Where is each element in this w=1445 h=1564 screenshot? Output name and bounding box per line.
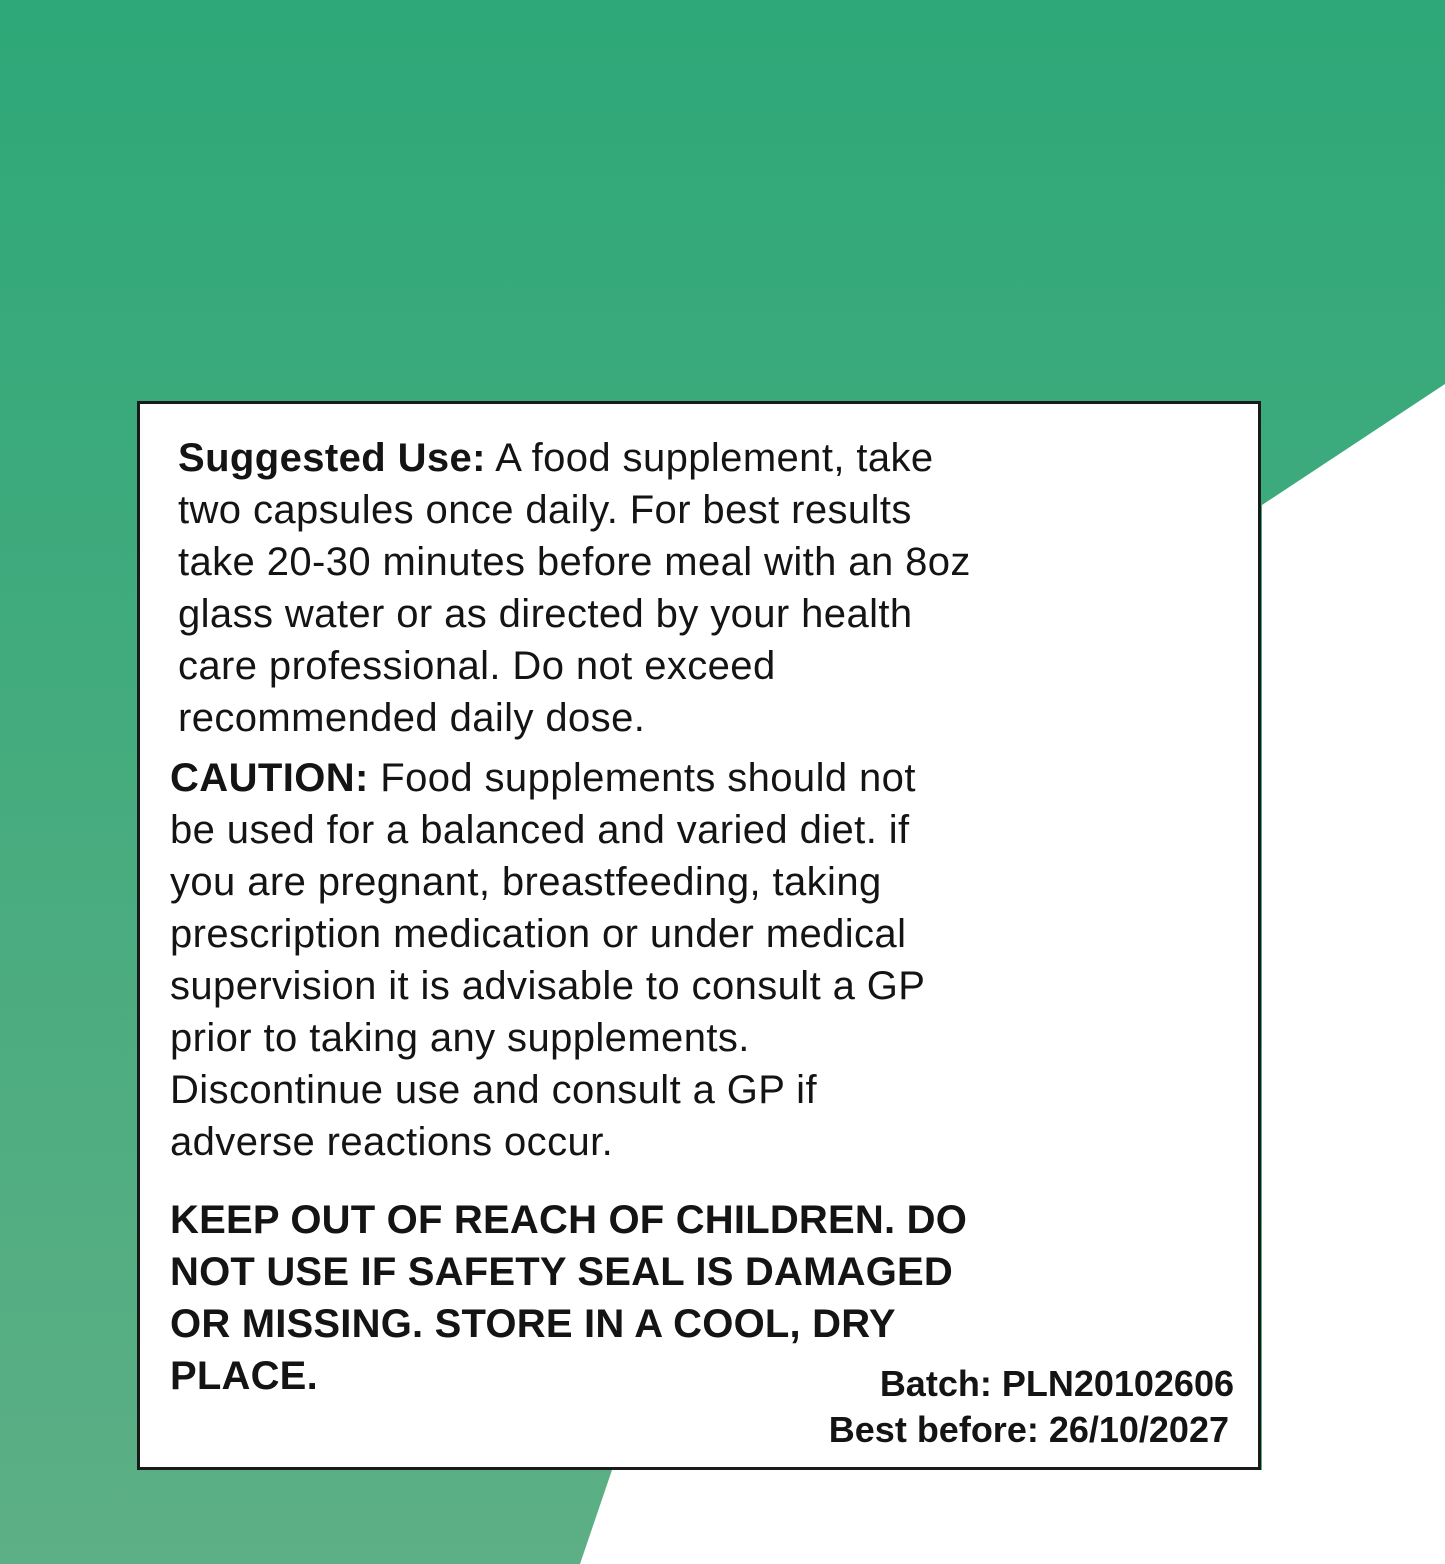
- caution-line-5: supervision it is advisable to consult a GP: [170, 964, 926, 1008]
- supplement-label-panel: [137, 401, 1261, 1470]
- suggested-use-line-4: glass water or as directed by your health: [178, 592, 913, 636]
- caution-heading: CAUTION:: [170, 756, 369, 800]
- suggested-use-heading: Suggested Use:: [178, 436, 486, 480]
- caution-line-1: [170, 752, 925, 804]
- suggested-use-paragraph: [178, 432, 971, 744]
- caution-line-2: be used for a balanced and varied diet. if: [170, 808, 910, 852]
- suggested-use-line-1: [178, 432, 971, 484]
- suggested-use-text: A food supplement, take: [485, 436, 934, 480]
- suggested-use-line-5: care professional. Do not exceed: [178, 644, 776, 688]
- best-before-date: Best before: 26/10/2027: [828, 1409, 1229, 1450]
- suggested-use-line-3: take 20-30 minutes before meal with an 8oz: [178, 540, 971, 584]
- warning-line-3: OR MISSING. STORE IN A COOL, DRY: [170, 1302, 896, 1346]
- caution-line-3: you are pregnant, breastfeeding, taking: [170, 860, 882, 904]
- warning-line-1: KEEP OUT OF REACH OF CHILDREN. DO: [170, 1198, 968, 1242]
- caution-text: Food supplements should not: [368, 756, 916, 800]
- caution-line-4: prescription medication or under medical: [170, 912, 907, 956]
- batch-info: [829, 1361, 1234, 1453]
- caution-paragraph: [170, 752, 925, 1168]
- suggested-use-line-6: recommended daily dose.: [178, 696, 646, 740]
- caution-line-6: prior to taking any supplements.: [170, 1016, 750, 1060]
- caution-line-7: Discontinue use and consult a GP if: [170, 1068, 817, 1112]
- warning-line-2: NOT USE IF SAFETY SEAL IS DAMAGED: [170, 1250, 953, 1294]
- suggested-use-line-2: two capsules once daily. For best results: [178, 488, 912, 532]
- caution-line-8: adverse reactions occur.: [170, 1120, 614, 1164]
- warning-line-4: PLACE.: [170, 1354, 318, 1398]
- batch-number: Batch: PLN20102606: [879, 1363, 1234, 1404]
